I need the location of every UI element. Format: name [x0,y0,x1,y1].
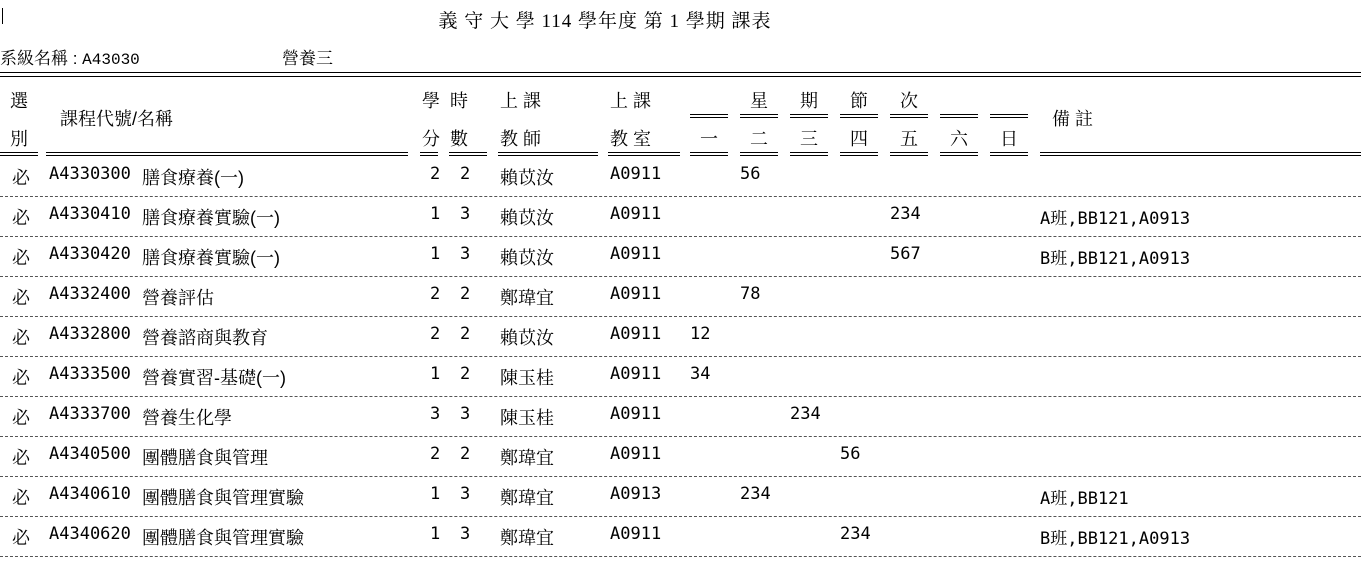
table-row [0,398,1361,438]
column-rule [940,152,978,156]
day-header-rule [940,114,978,118]
day-header-rule [990,114,1028,118]
table-row [0,438,1361,478]
slot-fri: 234 [890,204,921,224]
column-rule [890,152,928,156]
course-credit: 2 [430,444,441,464]
day-header-rule [790,114,828,118]
course-name: 膳食療養(一) [142,168,244,188]
course-credit: 3 [430,404,441,424]
header-note: 備 註 [1052,109,1094,129]
course-name: 膳食療養實驗(一) [142,248,280,268]
header-hours-bottom: 數 [450,129,468,149]
table-row [0,318,1361,358]
header-hours-top: 時 [450,91,468,111]
department-line [0,44,333,69]
course-hours: 2 [460,284,471,304]
course-hours: 3 [460,244,471,264]
course-type: 必 [12,168,30,188]
day-header-rule [690,114,728,118]
table-row [0,198,1361,238]
table-row [0,518,1361,558]
row-divider [0,276,1361,277]
row-divider [0,476,1361,477]
course-room: A0911 [610,284,662,304]
course-credit: 1 [430,484,441,504]
course-name: 營養諮商與教育 [142,328,268,348]
course-room: A0911 [610,164,662,184]
column-rule [0,152,38,156]
day-header: 二 [750,129,768,149]
header-top-rule [0,72,1361,77]
table-row [0,278,1361,318]
header-type-top: 選 [10,91,28,111]
course-teacher: 陳玉桂 [500,408,554,428]
course-code: A4332800 [49,324,131,344]
course-name: 團體膳食與管理 [142,448,268,468]
course-credit: 1 [430,204,441,224]
table-row [0,238,1361,278]
slot-mon: 34 [690,364,711,384]
column-rule [790,152,828,156]
course-teacher: 賴苡汝 [500,328,554,348]
column-rule [420,152,438,156]
course-name: 營養生化學 [142,408,232,428]
course-room: A0911 [610,404,662,424]
course-credit: 1 [430,524,441,544]
header-week-4: 次 [900,91,918,111]
course-room: A0911 [610,324,662,344]
course-room: A0911 [610,244,662,264]
course-name: 團體膳食與管理實驗 [142,488,304,508]
course-note: A班,BB121,A0913 [1040,209,1191,229]
header-teacher-top: 上 課 [500,91,542,111]
row-divider [0,556,1361,557]
dept-label: 系級名稱 : [0,49,83,68]
course-name: 膳食療養實驗(一) [142,208,280,228]
course-type: 必 [12,488,30,508]
day-header: 一 [700,129,718,149]
top-border [0,0,1361,3]
day-header-rule [740,114,778,118]
course-room: A0911 [610,204,662,224]
column-rule [690,152,728,156]
course-room: A0911 [610,364,662,384]
header-credit-top: 學 [422,91,440,111]
column-rule [740,152,778,156]
course-hours: 3 [460,484,471,504]
day-header-rule [890,114,928,118]
slot-thu: 56 [840,444,861,464]
course-teacher: 賴苡汝 [500,168,554,188]
course-room: A0911 [610,524,662,544]
header-room-top: 上 課 [610,91,652,111]
course-hours: 2 [460,444,471,464]
course-credit: 2 [430,284,441,304]
course-code: A4330300 [49,164,131,184]
course-name: 營養評估 [142,288,214,308]
column-rule [990,152,1028,156]
course-type: 必 [12,288,30,308]
course-teacher: 鄭瑋宜 [500,448,554,468]
course-teacher: 鄭瑋宜 [500,288,554,308]
course-code: A4340500 [49,444,131,464]
course-note: B班,BB121,A0913 [1040,249,1191,269]
course-hours: 2 [460,324,471,344]
slot-fri: 567 [890,244,921,264]
day-header-rule [840,114,878,118]
course-type: 必 [12,248,30,268]
course-note: B班,BB121,A0913 [1040,529,1191,549]
course-hours: 3 [460,404,471,424]
header-course: 課程代號/名稱 [60,109,174,129]
course-credit: 1 [430,244,441,264]
column-rule [449,152,487,156]
day-header: 日 [1000,129,1018,149]
day-header: 六 [950,129,968,149]
day-header: 四 [850,129,868,149]
row-divider [0,356,1361,357]
header-teacher-bottom: 教 師 [500,129,542,149]
course-type: 必 [12,448,30,468]
course-credit: 1 [430,364,441,384]
course-credit: 2 [430,164,441,184]
day-header: 三 [800,129,818,149]
slot-mon: 12 [690,324,711,344]
row-divider [0,396,1361,397]
course-hours: 2 [460,164,471,184]
course-type: 必 [12,328,30,348]
course-code: A4340620 [49,524,131,544]
course-code: A4333500 [49,364,131,384]
course-code: A4332400 [49,284,131,304]
course-note: A班,BB121 [1040,489,1129,509]
row-divider [0,516,1361,517]
course-credit: 2 [430,324,441,344]
table-row [0,158,1361,198]
column-rule [46,152,408,156]
header-credit-bottom: 分 [422,129,440,149]
header-week-1: 星 [750,91,768,111]
course-code: A4330420 [49,244,131,264]
course-teacher: 鄭瑋宜 [500,528,554,548]
dept-code: A43030 [82,51,140,69]
course-teacher: 賴苡汝 [500,208,554,228]
course-hours: 3 [460,524,471,544]
header-room-bottom: 教 室 [610,129,652,149]
page-title: 義 守 大 學 114 學年度 第 1 學期 課表 [438,11,772,32]
header-week-3: 節 [850,91,868,111]
row-divider [0,316,1361,317]
course-code: A4333700 [49,404,131,424]
column-rule [498,152,598,156]
row-divider [0,196,1361,197]
slot-thu: 234 [840,524,871,544]
course-code: A4330410 [49,204,131,224]
header-type-bottom: 別 [10,129,28,149]
slot-wed: 234 [790,404,821,424]
course-teacher: 賴苡汝 [500,248,554,268]
slot-tue: 78 [740,284,761,304]
course-room: A0911 [610,444,662,464]
dept-class-name: 營養三 [282,49,333,68]
column-rule [608,152,680,156]
course-code: A4340610 [49,484,131,504]
course-type: 必 [12,408,30,428]
header-week-2: 期 [800,91,818,111]
course-type: 必 [12,528,30,548]
course-hours: 3 [460,204,471,224]
column-rule [1040,152,1361,156]
course-hours: 2 [460,364,471,384]
course-name: 團體膳食與管理實驗 [142,528,304,548]
slot-tue: 56 [740,164,761,184]
row-divider [0,236,1361,237]
course-name: 營養實習-基礎(一) [142,368,286,388]
course-room: A0913 [610,484,662,504]
column-rule [840,152,878,156]
slot-tue: 234 [740,484,771,504]
day-header: 五 [900,129,918,149]
table-row [0,478,1361,518]
course-type: 必 [12,208,30,228]
course-teacher: 鄭瑋宜 [500,488,554,508]
table-row [0,358,1361,398]
row-divider [0,436,1361,437]
course-type: 必 [12,368,30,388]
course-teacher: 陳玉桂 [500,368,554,388]
